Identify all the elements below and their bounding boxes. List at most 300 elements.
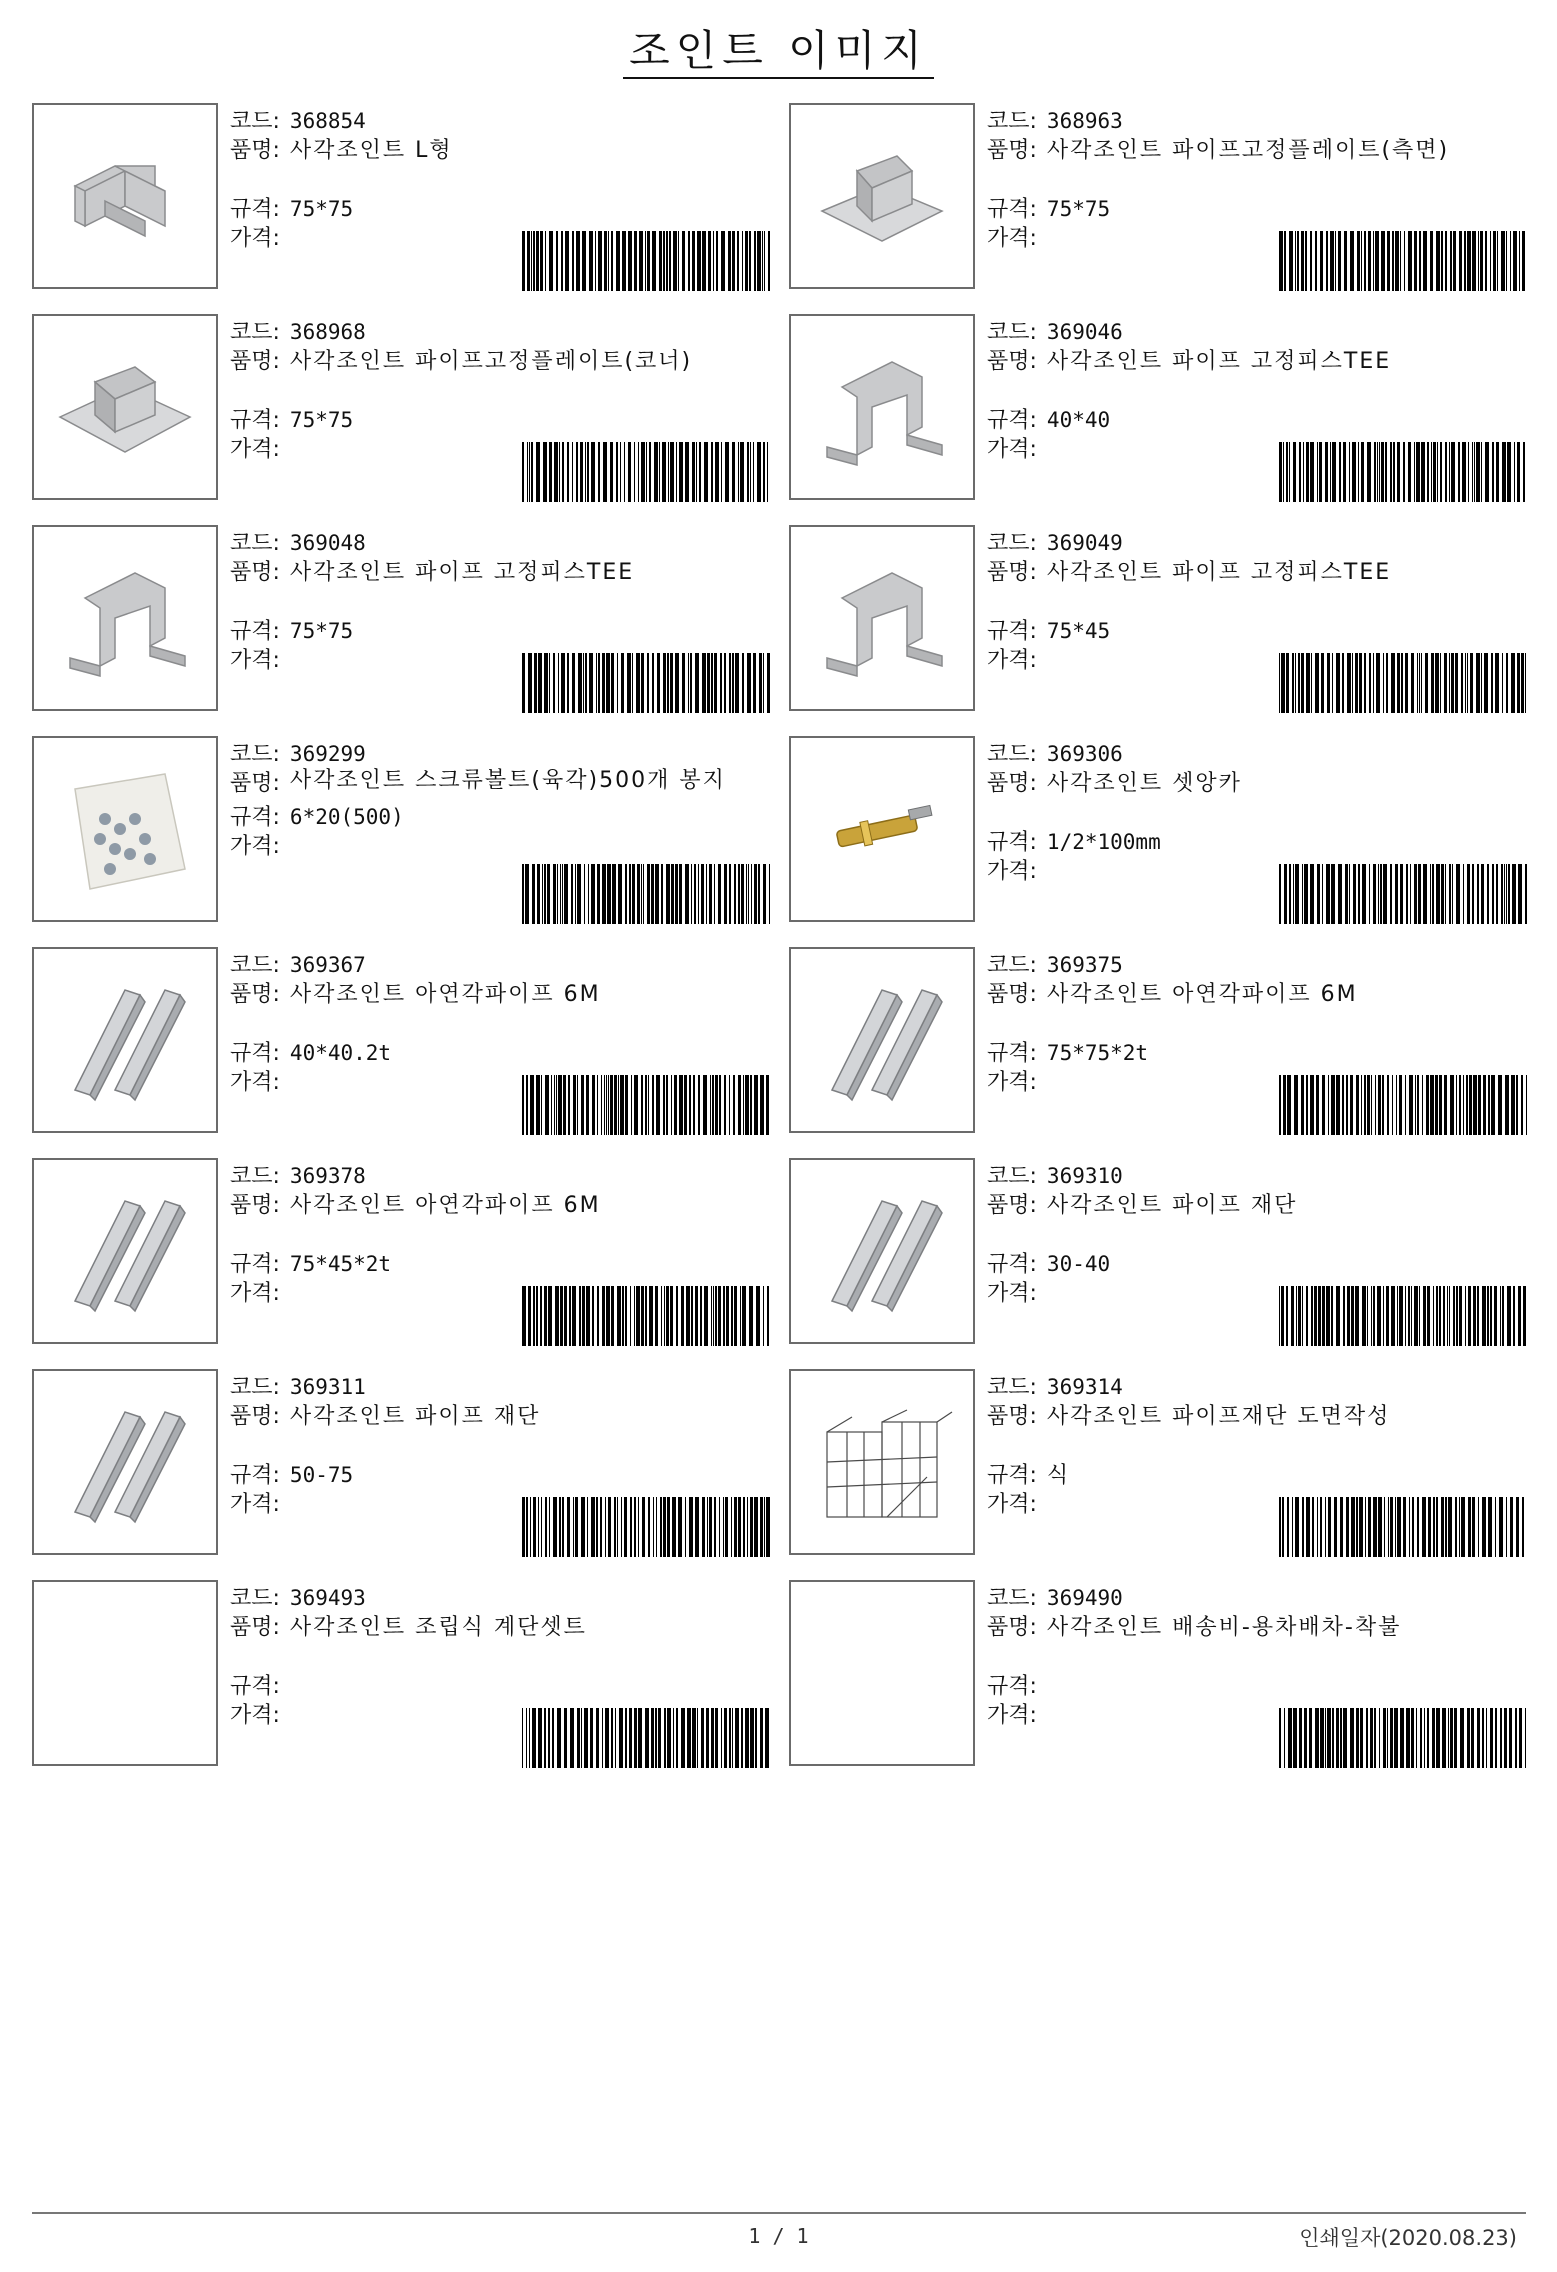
barcode-bar (1361, 1075, 1362, 1135)
barcode-bar (724, 1708, 727, 1768)
barcode-bar (1477, 1708, 1480, 1768)
barcode-bar (1418, 864, 1421, 924)
barcode-bar (1471, 1708, 1474, 1768)
barcode-bar (1411, 1708, 1414, 1768)
product-name: 사각조인트 파이프 재단 (289, 1404, 541, 1429)
name-label: 품명: (230, 771, 280, 796)
barcode (522, 1708, 772, 1768)
barcode-bar (603, 442, 607, 502)
barcode-bar (765, 1708, 769, 1768)
barcode-bar (1511, 653, 1515, 713)
product-spec: 50-75 (289, 1463, 354, 1487)
barcode (1279, 1497, 1529, 1557)
square-pipe-icon (45, 960, 205, 1120)
barcode-bar (1330, 231, 1334, 291)
product-spec: 75*75 (289, 408, 354, 432)
barcode-bar (531, 442, 533, 502)
barcode-bar (751, 864, 752, 924)
product-name: 사각조인트 파이프 재단 (1046, 1193, 1298, 1218)
barcode-bar (1292, 653, 1294, 713)
barcode-bar (555, 1286, 559, 1346)
barcode-bar (526, 1708, 527, 1768)
barcode-bar (586, 1286, 590, 1346)
barcode-bar (702, 231, 706, 291)
barcode-bar (715, 1075, 718, 1135)
barcode-bar (625, 1708, 627, 1768)
barcode-bar (1377, 442, 1378, 502)
barcode-bar (567, 1497, 570, 1557)
product-spec: 75*75 (289, 619, 354, 643)
barcode-bar (1400, 1708, 1404, 1768)
barcode-bar (1302, 1286, 1303, 1346)
code-label: 코드: (230, 1586, 280, 1611)
barcode-bar (1359, 653, 1362, 713)
barcode-bar (741, 1708, 743, 1768)
barcode-bar (573, 1075, 576, 1135)
barcode-bar (1317, 1497, 1318, 1557)
barcode-bar (1351, 1497, 1355, 1557)
barcode-bar (649, 1286, 653, 1346)
barcode-bar (1486, 1708, 1487, 1768)
product-card[interactable] (32, 103, 772, 293)
product-code: 368963 (1046, 109, 1123, 133)
barcode-bar (1507, 1286, 1511, 1346)
product-code: 369375 (1046, 953, 1123, 977)
barcode-bar (1421, 653, 1422, 713)
barcode-bar (742, 653, 744, 713)
barcode-bar (702, 1497, 705, 1557)
barcode-bar (592, 1075, 595, 1135)
barcode-bar (1386, 653, 1388, 713)
barcode-bar (1490, 231, 1491, 291)
barcode-bar (756, 1286, 760, 1346)
barcode-bar (1478, 1497, 1479, 1557)
barcode-bar (1491, 653, 1493, 713)
barcode-bar (726, 1286, 729, 1346)
barcode-bar (563, 1075, 566, 1135)
product-spec: 75*75 (289, 197, 354, 221)
barcode-bar (758, 864, 760, 924)
barcode-bar (1387, 1708, 1388, 1768)
barcode-bar (1299, 1708, 1302, 1768)
product-card[interactable] (32, 736, 772, 926)
barcode-bar (702, 653, 706, 713)
price-label: 가격: (230, 1281, 280, 1306)
screw-bag-icon (45, 749, 205, 909)
barcode-bar (1449, 442, 1450, 502)
product-spec: 75*75*2t (1046, 1041, 1149, 1065)
barcode-bar (1330, 442, 1331, 502)
product-card[interactable] (32, 1158, 772, 1348)
barcode-bar (1326, 864, 1330, 924)
barcode-bar (1383, 1286, 1384, 1346)
barcode-bar (1305, 231, 1307, 291)
product-image (32, 1158, 218, 1344)
barcode-bar (1498, 1075, 1502, 1135)
spec-label: 규격: (987, 1674, 1037, 1699)
barcode-bar (1289, 442, 1290, 502)
barcode-bar (638, 1708, 642, 1768)
barcode-bar (1339, 442, 1341, 502)
name-label: 품명: (987, 349, 1037, 374)
barcode-bar (1302, 1497, 1304, 1557)
page-number: 1 / 1 (748, 2224, 809, 2248)
barcode-bar (1497, 231, 1498, 291)
barcode-bar (558, 1075, 562, 1135)
barcode-bar (713, 231, 714, 291)
barcode-bar (1427, 1286, 1430, 1346)
barcode-bar (1297, 231, 1299, 291)
barcode-bar (1500, 1286, 1501, 1346)
barcode-bar (1380, 864, 1382, 924)
barcode-bar (1401, 653, 1403, 713)
barcode-bar (701, 864, 704, 924)
product-name: 사각조인트 파이프고정플레이트(측면) (1046, 138, 1450, 163)
barcode-bar (1518, 864, 1522, 924)
barcode-bar (687, 1708, 691, 1768)
barcode-bar (766, 1497, 770, 1557)
barcode-bar (1511, 1075, 1515, 1135)
barcode-bar (572, 231, 574, 291)
product-card[interactable] (789, 736, 1529, 926)
product-spec: 40*40.2t (289, 1041, 392, 1065)
barcode-bar (527, 442, 528, 502)
barcode-bar (750, 1075, 752, 1135)
product-card[interactable] (32, 947, 772, 1137)
barcode-bar (763, 864, 766, 924)
product-card[interactable] (789, 1369, 1529, 1559)
barcode-bar (1482, 1286, 1486, 1346)
barcode-bar (549, 653, 550, 713)
barcode-bar (1442, 1708, 1446, 1768)
product-card[interactable] (789, 525, 1529, 715)
barcode-bar (1387, 231, 1390, 291)
barcode-bar (1279, 1286, 1280, 1346)
barcode (1279, 1075, 1529, 1135)
barcode-bar (527, 231, 530, 291)
barcode-bar (575, 1497, 578, 1557)
barcode-bar (1502, 653, 1503, 713)
product-name: 사각조인트 파이프 고정피스TEE (1046, 349, 1392, 374)
barcode-bar (1525, 653, 1526, 713)
product-spec: 6*20(500) (289, 805, 404, 829)
barcode-bar (1350, 1708, 1354, 1768)
barcode-bar (1436, 1497, 1438, 1557)
barcode-bar (1481, 442, 1482, 502)
barcode-bar (685, 442, 689, 502)
barcode-bar (714, 1497, 716, 1557)
barcode-bar (745, 1708, 749, 1768)
barcode-bar (1367, 1286, 1368, 1346)
barcode-bar (1311, 653, 1312, 713)
product-card[interactable] (789, 1158, 1529, 1348)
barcode-bar (1328, 1075, 1329, 1135)
barcode-bar (1522, 231, 1525, 291)
barcode-bar (1431, 653, 1434, 713)
barcode-bar (704, 1286, 708, 1346)
print-date: 인쇄일자(2020.08.23) (1299, 2226, 1517, 2250)
barcode-bar (1304, 1708, 1307, 1768)
barcode-bar (729, 1708, 731, 1768)
barcode-bar (1432, 864, 1434, 924)
barcode-bar (556, 1075, 557, 1135)
barcode-bar (1374, 442, 1376, 502)
barcode-bar (533, 1286, 535, 1346)
product-card[interactable] (789, 103, 1529, 293)
barcode-bar (1396, 1075, 1397, 1135)
barcode-bar (565, 231, 569, 291)
barcode (1279, 442, 1529, 502)
barcode-bar (1288, 1708, 1292, 1768)
barcode-bar (699, 442, 701, 502)
barcode-bar (1435, 653, 1439, 713)
barcode-bar (701, 1708, 704, 1768)
barcode-bar (611, 1286, 614, 1346)
code-label: 코드: (987, 742, 1037, 767)
barcode-bar (713, 1286, 714, 1346)
barcode-bar (1408, 1286, 1410, 1346)
barcode-bar (1431, 442, 1432, 502)
barcode-bar (1343, 1286, 1345, 1346)
barcode-bar (581, 1708, 582, 1768)
barcode-bar (560, 1286, 563, 1346)
barcode-bar (522, 1075, 524, 1135)
barcode-bar (712, 1075, 714, 1135)
barcode-bar (1492, 864, 1494, 924)
barcode-bar (561, 653, 565, 713)
barcode-bar (1502, 1286, 1504, 1346)
barcode-bar (1423, 1286, 1426, 1346)
price-label: 가격: (987, 1492, 1037, 1517)
barcode-bar (1508, 864, 1510, 924)
barcode-bar (570, 1708, 574, 1768)
barcode-bar (1279, 1075, 1281, 1135)
barcode-bar (526, 1497, 528, 1557)
barcode-bar (664, 1286, 665, 1346)
barcode-bar (1295, 864, 1299, 924)
barcode-bar (540, 231, 543, 291)
barcode-bar (530, 1497, 531, 1557)
barcode-bar (1495, 1708, 1497, 1768)
barcode-bar (1355, 653, 1358, 713)
barcode-bar (1495, 653, 1499, 713)
barcode-bar (1478, 231, 1479, 291)
barcode-bar (545, 1497, 547, 1557)
barcode (1279, 864, 1529, 924)
barcode-bar (1310, 1075, 1314, 1135)
barcode-bar (757, 442, 761, 502)
square-pipe-icon (802, 960, 962, 1120)
barcode-bar (1449, 653, 1450, 713)
barcode-bar (696, 442, 697, 502)
barcode-bar (572, 1286, 576, 1346)
barcode-bar (1495, 1497, 1496, 1557)
barcode-bar (629, 864, 631, 924)
barcode-bar (1306, 653, 1310, 713)
barcode-bar (522, 1708, 523, 1768)
barcode-bar (1465, 1286, 1466, 1346)
barcode-bar (624, 442, 625, 502)
product-card[interactable] (789, 947, 1529, 1137)
barcode-bar (1456, 864, 1460, 924)
barcode-bar (689, 1497, 693, 1557)
barcode-bar (1523, 442, 1525, 502)
product-card[interactable] (32, 525, 772, 715)
barcode-bar (1463, 1075, 1464, 1135)
price-label: 가격: (230, 1492, 280, 1517)
barcode-bar (620, 442, 621, 502)
spec-label: 규격: (987, 1041, 1037, 1066)
barcode-bar (1322, 864, 1323, 924)
barcode-bar (678, 1497, 682, 1557)
barcode-bar (630, 1497, 632, 1557)
barcode-bar (553, 864, 556, 924)
barcode-bar (745, 1075, 749, 1135)
barcode-bar (656, 1497, 657, 1557)
barcode-bar (634, 1497, 636, 1557)
square-pipe-icon (45, 1382, 205, 1542)
barcode-bar (611, 653, 614, 713)
barcode-bar (573, 1497, 574, 1557)
name-label: 품명: (987, 1615, 1037, 1640)
product-card[interactable] (789, 1580, 1529, 1770)
product-image (32, 736, 218, 922)
barcode-bar (641, 1075, 643, 1135)
product-card[interactable] (32, 1580, 772, 1770)
barcode-bar (522, 442, 524, 502)
barcode-bar (1421, 442, 1425, 502)
code-label: 코드: (230, 1164, 280, 1189)
spec-label: 규격: (230, 619, 280, 644)
barcode-bar (538, 653, 542, 713)
barcode-bar (1382, 1075, 1384, 1135)
product-name: 사각조인트 아연각파이프 6M (289, 982, 601, 1007)
barcode-bar (1322, 1075, 1325, 1135)
barcode-bar (589, 653, 593, 713)
barcode-bar (721, 442, 722, 502)
barcode-bar (544, 1708, 546, 1768)
product-card[interactable] (32, 314, 772, 504)
barcode-bar (1386, 1286, 1389, 1346)
barcode-bar (1289, 864, 1291, 924)
barcode-bar (585, 442, 586, 502)
barcode-bar (558, 653, 559, 713)
barcode-bar (768, 231, 770, 291)
barcode-bar (540, 1286, 542, 1346)
barcode-bar (1405, 1075, 1406, 1135)
barcode-bar (742, 1286, 746, 1346)
barcode-bar (634, 1708, 637, 1768)
barcode-bar (611, 231, 613, 291)
name-label: 품명: (230, 560, 280, 585)
barcode-bar (1355, 1286, 1359, 1346)
barcode-bar (1410, 864, 1411, 924)
barcode-bar (1400, 231, 1401, 291)
barcode-bar (659, 231, 662, 291)
barcode-bar (1449, 864, 1451, 924)
barcode-bar (1450, 1708, 1453, 1768)
barcode-bar (1279, 1497, 1281, 1557)
spec-label: 규격: (230, 197, 280, 222)
barcode-bar (632, 653, 633, 713)
barcode-bar (522, 653, 525, 713)
product-code: 369378 (289, 1164, 366, 1188)
barcode-bar (1487, 864, 1489, 924)
barcode-bar (1468, 1497, 1471, 1557)
barcode-bar (608, 231, 609, 291)
barcode-bar (1310, 864, 1314, 924)
barcode-bar (1385, 442, 1387, 502)
barcode-bar (723, 1286, 725, 1346)
barcode-bar (1449, 1286, 1450, 1346)
barcode-bar (1361, 231, 1362, 291)
barcode-bar (1378, 1497, 1382, 1557)
barcode-bar (1513, 231, 1517, 291)
barcode-bar (666, 231, 668, 291)
barcode-bar (1362, 1286, 1366, 1346)
barcode-bar (608, 1075, 609, 1135)
anchor-bolt-icon (802, 749, 962, 909)
barcode-bar (663, 653, 666, 713)
barcode-bar (1342, 1075, 1344, 1135)
barcode-bar (1367, 1075, 1370, 1135)
barcode-bar (597, 1075, 598, 1135)
barcode-bar (695, 1497, 699, 1557)
barcode-bar (1400, 864, 1403, 924)
barcode-bar (1504, 1708, 1507, 1768)
barcode-bar (666, 864, 670, 924)
barcode-bar (1405, 1286, 1406, 1346)
barcode-bar (1377, 1286, 1381, 1346)
product-code: 368854 (289, 109, 366, 133)
spec-label: 규격: (987, 1252, 1037, 1277)
barcode-bar (1501, 864, 1503, 924)
product-card[interactable] (789, 314, 1529, 504)
barcode-bar (767, 442, 768, 502)
barcode-bar (529, 442, 530, 502)
product-image (32, 103, 218, 289)
barcode-bar (1439, 1075, 1442, 1135)
barcode-bar (1455, 653, 1458, 713)
barcode-bar (1361, 442, 1364, 502)
product-code: 369490 (1046, 1586, 1123, 1610)
barcode-bar (647, 231, 650, 291)
product-card[interactable] (32, 1369, 772, 1559)
barcode-bar (557, 1708, 561, 1768)
barcode-bar (669, 231, 671, 291)
barcode-bar (1387, 1075, 1389, 1135)
barcode-bar (1286, 653, 1289, 713)
barcode-bar (554, 1075, 555, 1135)
barcode-bar (1346, 1497, 1349, 1557)
product-spec: 1/2*100mm (1046, 830, 1161, 854)
barcode-bar (725, 1497, 728, 1557)
barcode-bar (732, 1708, 733, 1768)
barcode-bar (1490, 1286, 1492, 1346)
barcode-bar (1430, 864, 1431, 924)
barcode-bar (750, 1497, 753, 1557)
barcode-bar (1433, 1497, 1435, 1557)
barcode-bar (725, 442, 729, 502)
barcode-bar (634, 1075, 638, 1135)
barcode-bar (1450, 1075, 1454, 1135)
barcode-bar (706, 1708, 709, 1768)
barcode-bar (522, 1286, 526, 1346)
barcode-bar (598, 653, 600, 713)
product-name: 사각조인트 배송비-용차배차-착불 (1046, 1615, 1402, 1640)
barcode-bar (1445, 231, 1447, 291)
barcode-bar (628, 231, 632, 291)
